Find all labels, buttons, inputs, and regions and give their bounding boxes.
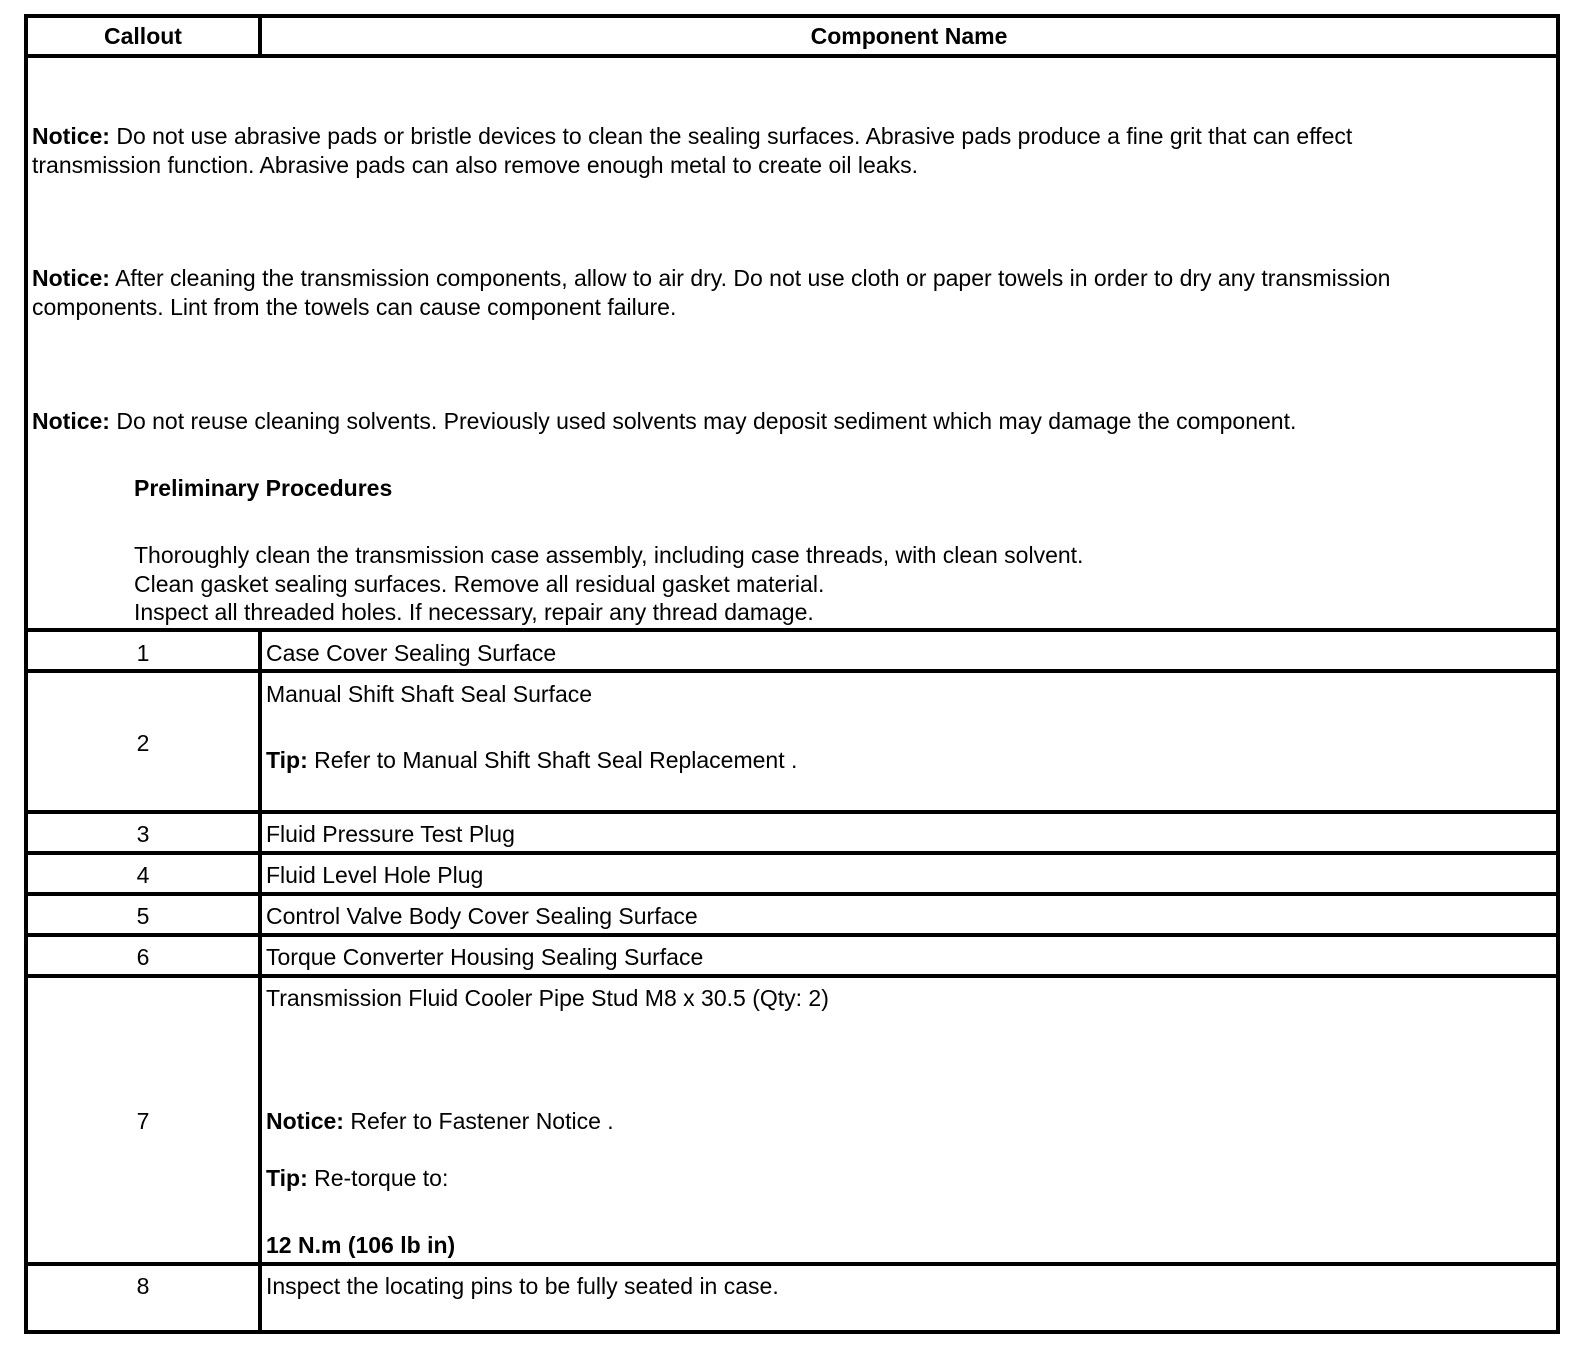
callout-number: 5 xyxy=(136,903,150,929)
component-name: Torque Converter Housing Sealing Surface xyxy=(266,944,704,970)
component-name-header: Component Name xyxy=(810,23,1008,49)
preliminary-step: Inspect all threaded holes. If necessary, repair any thread damage. xyxy=(134,599,814,625)
preliminary-title: Preliminary Procedures xyxy=(134,475,393,501)
callout-number: 4 xyxy=(136,862,150,888)
column-divider xyxy=(258,628,262,1330)
notice-abrasive: Notice: Do not use abrasive pads or bristle devices to clean the sealing surfaces. Abrasive pads produce a fine grit that can effect transmission function. Abrasive pads can also remove enough metal to create oil leaks. xyxy=(32,123,1353,178)
component-name: Case Cover Sealing Surface xyxy=(266,640,557,666)
torque-spec: 12 N.m (106 lb in) xyxy=(266,1232,456,1258)
callout-number: 2 xyxy=(136,730,150,756)
preliminary-step: Clean gasket sealing surfaces. Remove all residual gasket material. xyxy=(134,571,825,597)
callout-table xyxy=(24,14,1560,1334)
notice-solvents: Notice: Do not reuse cleaning solvents. Previously used solvents may deposit sediment which may damage the component. xyxy=(32,408,1297,434)
component-name: Fluid Level Hole Plug xyxy=(266,862,484,888)
component-notice: Notice: Refer to Fastener Notice . xyxy=(266,1108,614,1134)
component-name: Manual Shift Shaft Seal Surface xyxy=(266,681,593,707)
component-name: Control Valve Body Cover Sealing Surface xyxy=(266,903,698,929)
notice-air-dry: Notice: After cleaning the transmission components, allow to air dry. Do not use cloth or paper towels in order to dry any transmission components. Lint from the towels can cause component failure. xyxy=(32,265,1391,320)
callout-number: 1 xyxy=(136,640,150,666)
callout-number: 7 xyxy=(136,1108,150,1134)
preliminary-step: Thoroughly clean the transmission case assembly, including case threads, with clean solvent. xyxy=(134,542,1084,568)
callout-number: 3 xyxy=(136,821,150,847)
callout-number: 6 xyxy=(136,944,150,970)
row-divider xyxy=(28,54,1556,58)
component-name: Fluid Pressure Test Plug xyxy=(266,821,515,847)
component-tip: Tip: Refer to Manual Shift Shaft Seal Replacement . xyxy=(266,747,798,773)
component-name: Inspect the locating pins to be fully seated in case. xyxy=(266,1273,779,1299)
callout-header: Callout xyxy=(104,23,182,49)
component-tip: Tip: Re-torque to: xyxy=(266,1165,449,1191)
callout-number: 8 xyxy=(136,1273,150,1299)
component-name: Transmission Fluid Cooler Pipe Stud M8 x 30.5 (Qty: 2) xyxy=(266,985,829,1011)
